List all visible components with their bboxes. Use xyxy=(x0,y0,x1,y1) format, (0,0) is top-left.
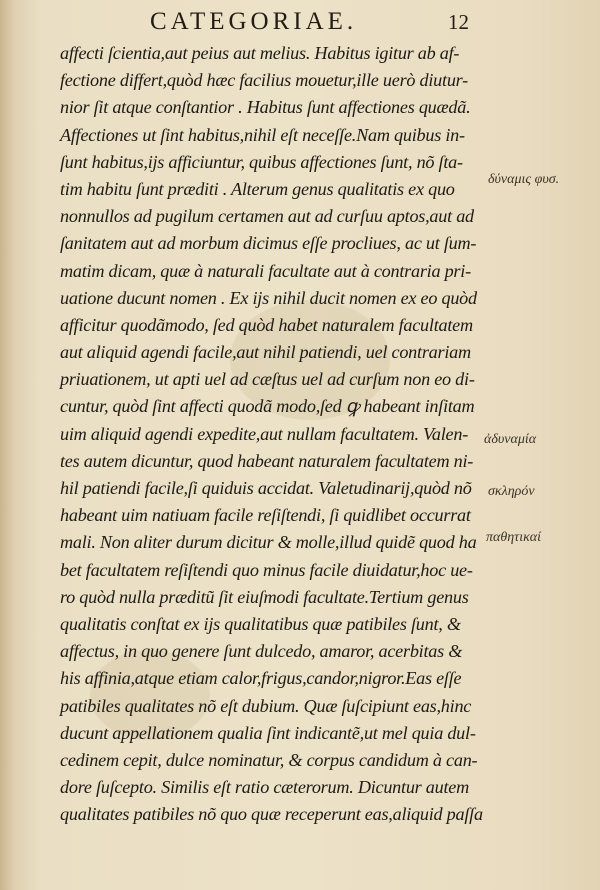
text-line: ro quòd nulla præditũ ſit eiuſmodi facultate.Tertium genus xyxy=(60,586,469,607)
text-line: matim dicam, quæ à naturali facultate aut à contraria pri- xyxy=(60,260,471,281)
text-line: ducunt appellationem qualia ſint indicantẽ,ut mel quia dul- xyxy=(60,722,476,743)
margin-note: δύναμις φυσ. xyxy=(488,172,560,187)
text-line: uim aliquid agendi expedite,aut nullam facultatem. Valen- xyxy=(60,423,469,444)
text-line: ſanitatem aut ad morbum dicimus eſſe procliues, ac ut ſum- xyxy=(60,233,477,254)
margin-note: παθητικαί xyxy=(486,530,542,545)
text-line: patibiles qualitates nõ eſt dubium. Quæ ſuſcipiunt eas,hinc xyxy=(60,695,472,716)
running-title: CATEGORIAE. xyxy=(150,8,358,35)
text-line: tes autem dicuntur, quod habeant naturalem facultatem ni- xyxy=(60,450,474,471)
text-line: qualitates patibiles nõ quo quæ receperunt eas,aliquid paſſa xyxy=(60,804,483,825)
text-line: bet facultatem reſiſtendi quo minus facile diuidatur,hoc ue- xyxy=(60,559,473,580)
text-line: Affectiones ut ſint habitus,nihil eſt neceſſe.Nam quibus in- xyxy=(60,124,465,145)
margin-note: ἀδυναμία xyxy=(484,432,537,447)
text-line: qualitatis conſtat ex ijs qualitatibus quæ patibiles ſunt, & xyxy=(60,613,461,634)
margin-note: σκληρόν xyxy=(488,484,535,499)
text-line: affecti ſcientia,aut peius aut melius. Habitus igitur ab af- xyxy=(60,43,460,63)
text-line: nonnullos ad pugilum certamen aut ad curſuu aptos,aut ad xyxy=(60,206,474,227)
page-number: 12 xyxy=(448,10,469,34)
text-line: ſunt habitus,ijs afficiuntur, quibus affectiones ſunt, nõ ſta- xyxy=(60,151,463,172)
page-header xyxy=(0,4,600,40)
text-line: aut aliquid agendi facile,aut nihil patiendi, uel contrariam xyxy=(60,342,471,363)
text-line: nior ſit atque conſtantior . Habitus ſunt affectiones quædã. xyxy=(60,97,471,118)
text-line: priuationem, ut apti uel ad cæſtus uel ad curſum non eo di- xyxy=(60,369,475,390)
text-line: cuntur, quòd ſint affecti quodã modo,ſed ꝙ habeant inſitam xyxy=(60,396,475,417)
body-text xyxy=(60,40,490,828)
text-line: afficitur quodãmodo, ſed quòd habet naturalem facultatem xyxy=(60,314,473,335)
text-line: mali. Non aliter durum dicitur & molle,illud quidẽ quod ha xyxy=(60,532,477,553)
text-line: uatione ducunt nomen . Ex ijs nihil ducit nomen ex eo quòd xyxy=(60,287,477,308)
text-line: fectione differt,quòd hæc facilius mouetur,ille uerò diutur- xyxy=(60,70,468,91)
text-line: his affinia,atque etiam calor,frigus,candor,nigror.Eas eſſe xyxy=(60,668,462,689)
text-line: dore ſuſcepto. Similis eſt ratio cæterorum. Dicuntur autem xyxy=(60,777,469,798)
text-line: affectus, in quo genere ſunt dulcedo, amaror, acerbitas & xyxy=(60,641,463,662)
text-line: habeant uim natiuam facile reſiſtendi, ſi quidlibet occurrat xyxy=(60,505,471,526)
text-line: cedinem cepit, dulce nominatur, & corpus candidum à can- xyxy=(60,749,478,770)
text-line: hil patiendi facile,ſi quiduis accidat. Valetudinarij,quòd nõ xyxy=(60,478,472,498)
text-line: tim habitu ſunt præditi . Alterum genus qualitatis ex quo xyxy=(60,178,455,199)
